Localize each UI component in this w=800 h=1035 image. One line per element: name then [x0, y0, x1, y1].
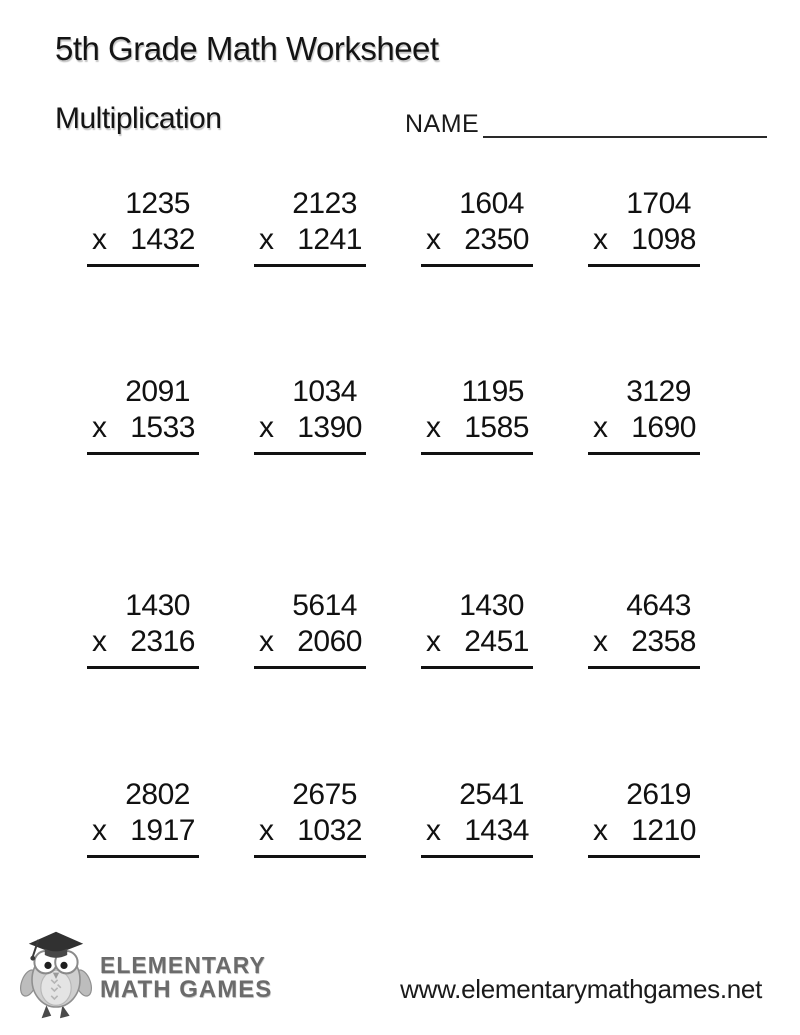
multiplication-problem-1 — [87, 186, 199, 267]
multiplication-problem-5 — [87, 374, 199, 455]
problems-row-4 — [87, 777, 700, 858]
multiplication-problem-14 — [254, 777, 366, 858]
multiplier: 1690 — [631, 411, 696, 444]
multiplicand: 1430 — [125, 589, 190, 622]
multiplication-problem-7 — [421, 374, 533, 455]
multiplication-problem-8 — [588, 374, 700, 455]
multiplication-problem-13 — [87, 777, 199, 858]
operator-x: x — [426, 223, 441, 256]
multiplicand: 2675 — [292, 778, 357, 811]
multiplication-problem-11 — [421, 588, 533, 669]
multiplier: 1533 — [130, 411, 195, 444]
operator-x: x — [259, 411, 274, 444]
multiplication-problem-9 — [87, 588, 199, 669]
problems-row-2 — [87, 374, 700, 455]
multiplication-problem-4 — [588, 186, 700, 267]
multiplier: 1585 — [464, 411, 529, 444]
multiplier: 2316 — [130, 625, 195, 658]
multiplier: 1210 — [631, 814, 696, 847]
multiplier: 1241 — [297, 223, 362, 256]
operator-x: x — [92, 411, 107, 444]
multiplier: 1432 — [130, 223, 195, 256]
multiplier: 2358 — [631, 625, 696, 658]
multiplier: 1390 — [297, 411, 362, 444]
multiplication-problem-3 — [421, 186, 533, 267]
logo-line-1: ELEMENTARY — [100, 951, 266, 978]
multiplicand: 1604 — [459, 187, 524, 220]
page-title: 5th Grade Math Worksheet — [55, 30, 439, 67]
multiplicand: 1195 — [461, 375, 524, 408]
website-url: www.elementarymathgames.net — [400, 974, 762, 1004]
multiplicand: 3129 — [626, 375, 691, 408]
operator-x: x — [92, 814, 107, 847]
multiplier: 2350 — [464, 223, 529, 256]
operator-x: x — [426, 814, 441, 847]
operator-x: x — [259, 814, 274, 847]
multiplicand: 1430 — [459, 589, 524, 622]
multiplicand: 2123 — [292, 187, 357, 220]
operator-x: x — [426, 625, 441, 658]
multiplication-problem-15 — [421, 777, 533, 858]
operator-x: x — [259, 223, 274, 256]
operator-x: x — [593, 223, 608, 256]
multiplication-problem-16 — [588, 777, 700, 858]
multiplication-problem-10 — [254, 588, 366, 669]
problems-row-3 — [87, 588, 700, 669]
operator-x: x — [593, 625, 608, 658]
multiplicand: 4643 — [626, 589, 691, 622]
multiplication-problem-12 — [588, 588, 700, 669]
multiplier: 2451 — [464, 625, 529, 658]
multiplicand: 1034 — [292, 375, 357, 408]
owl-mascot-icon — [16, 930, 96, 1025]
operator-x: x — [92, 625, 107, 658]
elementary-math-games-logo — [16, 930, 272, 1025]
multiplicand: 2802 — [125, 778, 190, 811]
operator-x: x — [259, 625, 274, 658]
multiplicand: 1235 — [125, 187, 190, 220]
multiplicand: 2091 — [125, 375, 190, 408]
problems-row-1 — [87, 186, 700, 267]
name-blank-line[interactable] — [483, 110, 767, 138]
multiplier: 1032 — [297, 814, 362, 847]
multiplicand: 2619 — [626, 778, 691, 811]
logo-line-2: MATH GAMES — [100, 975, 273, 1003]
multiplication-problem-2 — [254, 186, 366, 267]
name-label: NAME — [405, 110, 480, 138]
logo-wordmark — [100, 953, 272, 1002]
name-field — [405, 110, 767, 138]
multiplier: 1917 — [130, 814, 195, 847]
operator-x: x — [426, 411, 441, 444]
operator-x: x — [593, 411, 608, 444]
multiplication-problem-6 — [254, 374, 366, 455]
multiplicand: 1704 — [626, 187, 691, 220]
operator-x: x — [92, 223, 107, 256]
multiplier: 1434 — [464, 814, 529, 847]
multiplicand: 5614 — [292, 589, 357, 622]
operator-x: x — [593, 814, 608, 847]
multiplier: 2060 — [297, 625, 362, 658]
multiplicand: 2541 — [459, 778, 524, 811]
worksheet-topic: Multiplication — [55, 102, 222, 135]
multiplier: 1098 — [631, 223, 696, 256]
